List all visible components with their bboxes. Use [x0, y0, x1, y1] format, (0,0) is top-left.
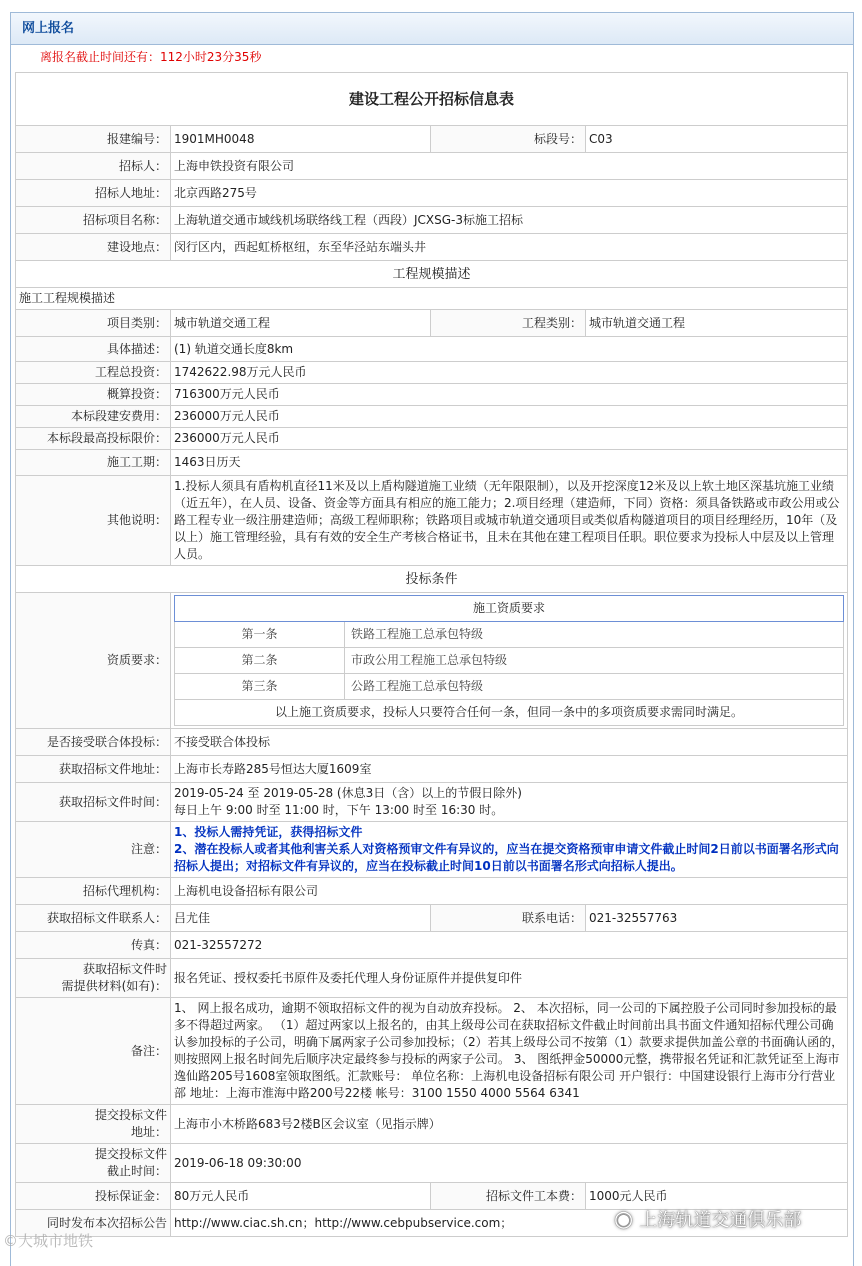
- budget-value: 716300万元人民币: [171, 384, 848, 406]
- remarks-value: 1、 网上报名成功，逾期不领取招标文件的视为自动放弃投标。 2、 本次招标，同一公司的下属控股子公司同时参加投标的最多不得超过两家。 （1）超过两家以上报名的，由其上级母公司在获取招标文件截止时间前出具书面文件通知招标代理公司确认参加投标的子公司，明确下属两家子公司参加投标；（2）若其上级母公司不按第（1）款要求提供加盖公章的书面确认函的，则按照网上报名时间先后顺序决定最终参与投标的两家子公司。 3、 图纸押金50000元整，携带报名凭证和汇款凭证至上海市逸仙路205号1608室领取图纸。汇款账号： 单位名称：上海机电设备招标有限公司 开户银行：中国建设银行上海市分行营业部 地址：上海市淮海中路200号22楼 帐号：3100 1550 4000 5564 6341: [171, 998, 848, 1105]
- consortium-value: 不接受联合体投标: [171, 729, 848, 756]
- scale-subsection-heading: 施工工程规模描述: [16, 288, 848, 310]
- fax-value: 021-32557272: [171, 932, 848, 959]
- submit-address-label: [16, 1105, 171, 1144]
- submit-address-label-line-1: 提交投标文件: [94, 1108, 167, 1122]
- submit-address-label-line-2: 地址：: [130, 1125, 167, 1139]
- watermark-right: [614, 1206, 801, 1232]
- materials-label-line-2: 需提供材料(如有)：: [61, 979, 167, 993]
- publish-label: 同时发布本次招标公告: [16, 1210, 171, 1237]
- qualification-header: 施工资质要求: [175, 596, 844, 622]
- notice-line-2: 2、潜在投标人或者其他利害关系人对资格预审文件有异议的，应当在提交资格预审申请文件截止时间2日前以书面署名形式向招标人提出；对招标文件有异议的，应当在投标截止时间10日前以书面署名形式向招标人提出。: [174, 842, 839, 873]
- site-label: 建设地点：: [16, 234, 171, 261]
- reg-no-label: 报建编号：: [16, 126, 171, 153]
- watermark-right-text: 上海轨道交通俱乐部: [639, 1210, 802, 1231]
- doc-time-line-1: 2019-05-24 至 2019-05-28 (休息3日（含）以上的节假日除外): [174, 786, 522, 800]
- submit-time-label-line-1: 提交投标文件: [94, 1147, 167, 1161]
- tenderer-address-label: 招标人地址：: [16, 180, 171, 207]
- qualification-row-no: 第一条: [175, 622, 345, 648]
- notice-label: 注意：: [16, 822, 171, 878]
- tenderer-value: 上海申铁投资有限公司: [171, 153, 848, 180]
- qualification-row-value: 市政公用工程施工总承包特级: [345, 648, 844, 674]
- other-notes-value: 1.投标人须具有盾构机直径11米及以上盾构隧道施工业绩（无年限限制），以及开挖深度12米及以上软土地区深基坑施工业绩（近五年），在人员、设备、资金等方面具有相应的施工能力；2.项目经理（建造师，下同）资格：须具备铁路或市政公用或公路工程专业一级注册建造师；高级工程师职称；铁路项目或城市轨道交通项目或类似盾构隧道项目的项目经理经历，10年（及以上）施工管理经验，具有有效的安全生产考核合格证书，且未在其他在建工程项目任职。职位要求为投标人中层及以上管理人员。: [171, 476, 848, 566]
- agency-value: 上海机电设备招标有限公司: [171, 878, 848, 905]
- category-label: 项目类别：: [16, 310, 171, 337]
- fax-label: 传真：: [16, 932, 171, 959]
- phone-label: 联系电话：: [431, 905, 586, 932]
- doc-address-label: 获取招标文件地址：: [16, 756, 171, 783]
- doc-fee-value: 1000元人民币: [586, 1183, 848, 1210]
- category-value: 城市轨道交通工程: [171, 310, 431, 337]
- doc-fee-label: 招标文件工本费：: [431, 1183, 586, 1210]
- contact-label: 获取招标文件联系人：: [16, 905, 171, 932]
- engineering-type-label: 工程类别：: [431, 310, 586, 337]
- qualification-label: 资质要求：: [16, 593, 171, 729]
- section-cost-label: 本标段建安费用：: [16, 406, 171, 428]
- wechat-icon: ◉: [614, 1206, 634, 1232]
- notice-value: [171, 822, 848, 878]
- other-notes-label: 其他说明：: [16, 476, 171, 566]
- consortium-label: 是否接受联合体投标：: [16, 729, 171, 756]
- submit-address-value: 上海市小木桥路683号2楼B区会议室（见指示牌）: [171, 1105, 848, 1144]
- description-label: 具体描述：: [16, 337, 171, 362]
- total-investment-value: 1742622.98万元人民币: [171, 362, 848, 384]
- tenderer-label: 招标人：: [16, 153, 171, 180]
- engineering-type-value: 城市轨道交通工程: [586, 310, 848, 337]
- table-title: 建设工程公开招标信息表: [16, 73, 848, 126]
- notice-line-1: 1、投标人需持凭证，获得招标文件: [174, 825, 363, 839]
- section-no-label: 标段号：: [431, 126, 586, 153]
- agency-label: 招标代理机构：: [16, 878, 171, 905]
- bond-value: 80万元人民币: [171, 1183, 431, 1210]
- materials-label-line-1: 获取招标文件时: [82, 962, 167, 976]
- section-no-value: C03: [586, 126, 848, 153]
- duration-label: 施工工期：: [16, 450, 171, 476]
- deadline-countdown: 离报名截止时间还有：112小时23分35秒: [40, 50, 262, 64]
- qualification-row-value: 铁路工程施工总承包特级: [345, 622, 844, 648]
- doc-time-label: 获取招标文件时间：: [16, 783, 171, 822]
- reg-no-value: 1901MH0048: [171, 126, 431, 153]
- section-cost-value: 236000万元人民币: [171, 406, 848, 428]
- site-value: 闵行区内，西起虹桥枢纽，东至华泾站东端头井: [171, 234, 848, 261]
- phone-value: 021-32557763: [586, 905, 848, 932]
- description-value: (1) 轨道交通长度8km: [171, 337, 848, 362]
- contact-value: 吕尤佳: [171, 905, 431, 932]
- submit-time-label-line-2: 截止时间：: [106, 1164, 167, 1178]
- total-investment-label: 工程总投资：: [16, 362, 171, 384]
- project-name-value: 上海轨道交通市域线机场联络线工程（西段）JCXSG-3标施工招标: [171, 207, 848, 234]
- qualification-row-no: 第三条: [175, 674, 345, 700]
- tenderer-address-value: 北京西路275号: [171, 180, 848, 207]
- scale-section-heading: 工程规模描述: [16, 261, 848, 288]
- publish-value: http://www.ciac.sh.cn；http://www.cebpubservice.com；: [171, 1210, 848, 1237]
- doc-address-value: 上海市长寿路285号恒达大厦1609室: [171, 756, 848, 783]
- doc-time-value: [171, 783, 848, 822]
- materials-value: 报名凭证、授权委托书原件及委托代理人身份证原件并提供复印件: [171, 959, 848, 998]
- bond-label: 投标保证金：: [16, 1183, 171, 1210]
- max-price-label: 本标段最高投标限价：: [16, 428, 171, 450]
- project-name-label: 招标项目名称：: [16, 207, 171, 234]
- doc-time-line-2: 每日上午 9:00 时至 11:00 时，下午 13:00 时至 16:30 时。: [174, 803, 504, 817]
- qualification-row-value: 公路工程施工总承包特级: [345, 674, 844, 700]
- qualification-cell: [171, 593, 848, 729]
- watermark-left: ©大城市地铁: [3, 1232, 94, 1250]
- qualification-row-no: 第二条: [175, 648, 345, 674]
- budget-label: 概算投资：: [16, 384, 171, 406]
- qualification-footer: 以上施工资质要求，投标人只要符合任何一条，但同一条中的多项资质要求需同时满足。: [175, 700, 844, 726]
- submit-time-label: [16, 1144, 171, 1183]
- max-price-value: 236000万元人民币: [171, 428, 848, 450]
- conditions-section-heading: 投标条件: [16, 566, 848, 593]
- qualification-table: [174, 595, 844, 726]
- tender-info-table: [15, 72, 848, 1237]
- panel-title: 网上报名: [11, 13, 853, 45]
- materials-label: [16, 959, 171, 998]
- remarks-label: 备注：: [16, 998, 171, 1105]
- submit-time-value: 2019-06-18 09:30:00: [171, 1144, 848, 1183]
- duration-value: 1463日历天: [171, 450, 848, 476]
